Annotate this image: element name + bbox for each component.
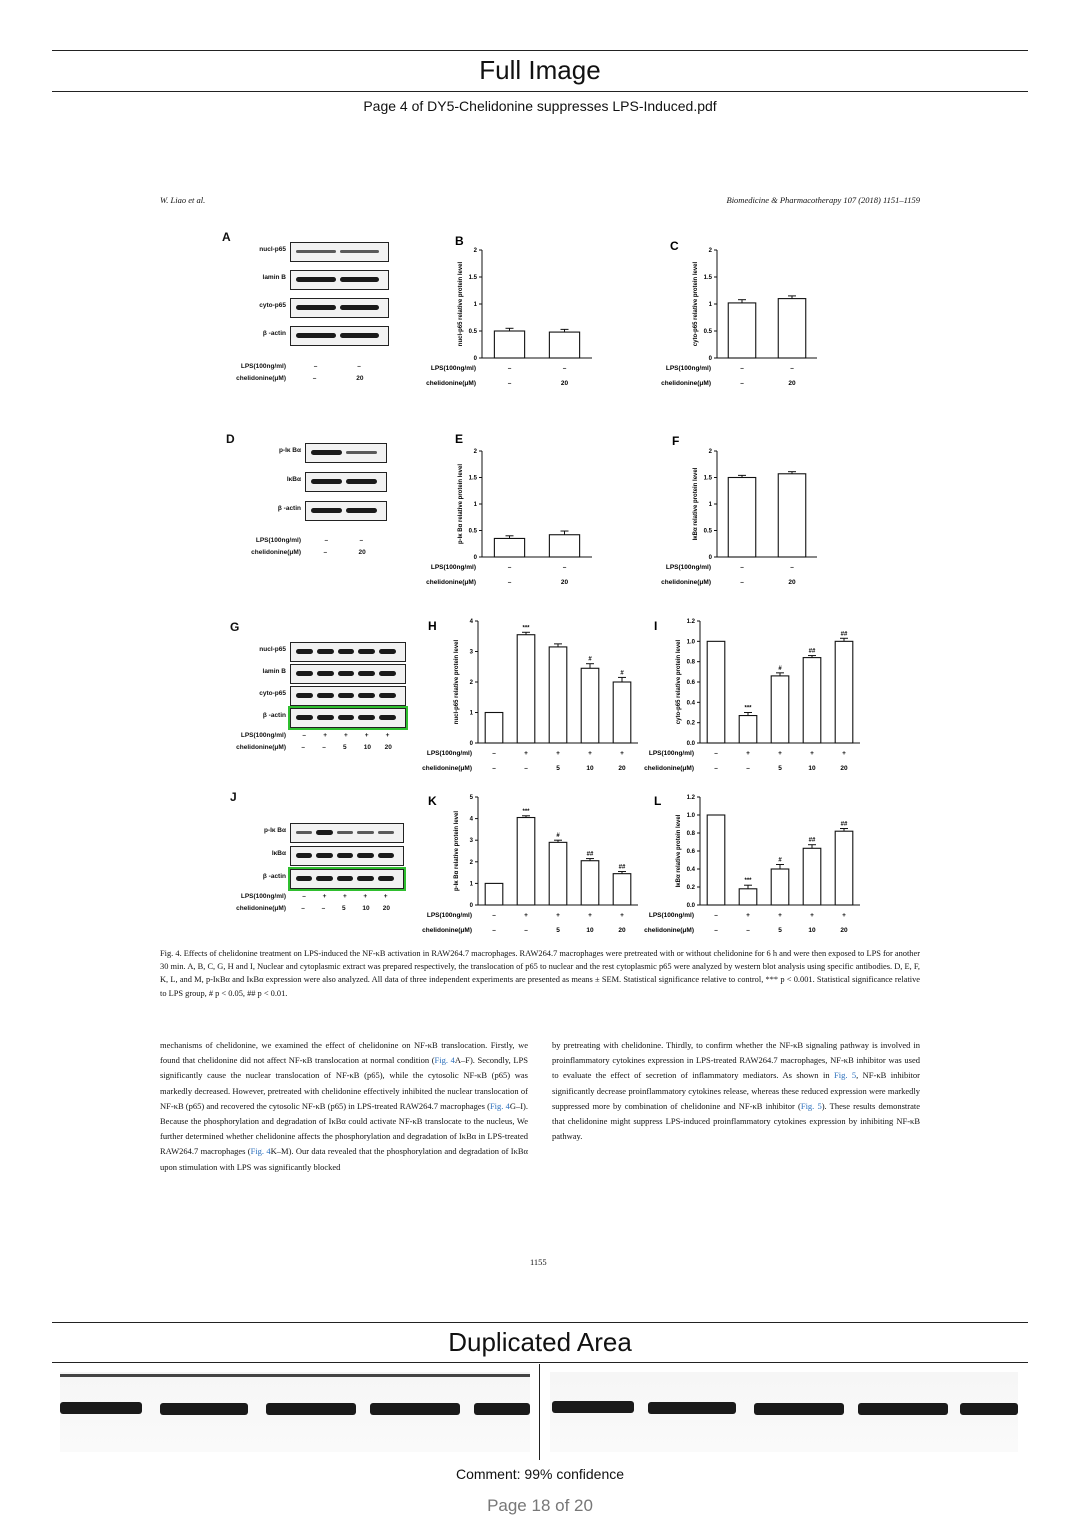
figure-link[interactable]: Fig. 4 bbox=[434, 1055, 455, 1066]
y-tick-label: 0.0 bbox=[686, 741, 695, 747]
lps-label: LPS(100ng/ml) bbox=[648, 912, 694, 919]
body-text: K–M). Our data revealed that the phosphorylation and degradation of IκBα upon stimulation with LPS was significantly blocked bbox=[160, 1146, 528, 1172]
blot-row-label: IκBα bbox=[286, 476, 301, 483]
blot-row-label: IκBα bbox=[271, 850, 286, 857]
figure-link[interactable]: Fig. 4 bbox=[250, 1146, 271, 1157]
y-tick-label: 0.2 bbox=[686, 720, 695, 727]
lps-value: – bbox=[302, 893, 306, 900]
lps-label: LPS(100ng/ml) bbox=[426, 750, 472, 757]
y-axis-label: IκBα relative protein level bbox=[693, 467, 699, 541]
y-axis-label: p-Iκ Bα relative protein level bbox=[458, 463, 464, 545]
chelidonine-value: 20 bbox=[788, 579, 796, 586]
blot-row-label: nucl-p65 bbox=[259, 646, 286, 653]
bar bbox=[494, 538, 524, 557]
bar bbox=[494, 331, 524, 358]
bar bbox=[771, 676, 789, 743]
y-tick-label: 1.0 bbox=[686, 813, 695, 819]
blot-band bbox=[370, 1403, 460, 1415]
bar bbox=[707, 815, 725, 905]
significance-marker: # bbox=[778, 857, 782, 864]
chelidonine-value: 10 bbox=[362, 905, 370, 912]
crop-border-line bbox=[60, 1374, 530, 1377]
lps-value: + bbox=[383, 893, 388, 900]
blot-band bbox=[266, 1403, 356, 1415]
chelidonine-value: 20 bbox=[618, 765, 626, 772]
bar bbox=[778, 299, 806, 358]
body-column-right bbox=[552, 1038, 920, 1144]
lps-value: + bbox=[842, 750, 846, 757]
chelidonine-value: – bbox=[323, 549, 328, 556]
lps-value: + bbox=[778, 750, 782, 757]
bar bbox=[728, 478, 756, 558]
y-tick-label: 0 bbox=[473, 356, 477, 362]
significance-marker: # bbox=[556, 833, 560, 840]
figure-caption: Fig. 4. Effects of chelidonine treatment on LPS-induced the NF-κB activation in RAW264.7 macrophages. RAW264.7 macrophages were pretreated with or without chelidonine for 6 h and were then exposed to LPS for another 30 min. A, B, C, G, H and I, Nuclear and cytoplasmic extract was prepared respectively, the translocation of p65 to nuclear and the rest cytoplasmic p65 were analyzed by western blot analysis using specific antibodies. D, E, F, K, L, and M, p-IκBα and IκBα expression were also analyzed. All data of three independent experiments are presented as means ± SEM. Statistical significance relative to control, *** p < 0.001. Statistical significance relative to LPS group, # p < 0.05, ## p < 0.01. bbox=[160, 949, 920, 998]
chelidonine-label: chelidonine(μM) bbox=[236, 375, 286, 382]
bar bbox=[517, 818, 535, 905]
dup-title-rule bbox=[52, 1362, 1028, 1363]
chelidonine-label: chelidonine(μM) bbox=[644, 927, 694, 934]
blot-band bbox=[160, 1403, 248, 1415]
lps-value: + bbox=[588, 912, 592, 919]
chelidonine-value: 5 bbox=[778, 765, 782, 772]
chelidonine-label: chelidonine(μM) bbox=[422, 927, 472, 934]
bar bbox=[581, 861, 599, 905]
significance-marker: # bbox=[620, 670, 624, 677]
significance-marker: *** bbox=[744, 878, 752, 885]
y-tick-label: 0 bbox=[708, 356, 712, 362]
chelidonine-value: – bbox=[492, 927, 496, 934]
lps-label: LPS(100ng/ml) bbox=[240, 363, 286, 370]
chelidonine-value: 10 bbox=[808, 765, 816, 772]
chelidonine-value: 5 bbox=[343, 744, 347, 751]
full-image-title: Full Image bbox=[479, 55, 601, 85]
y-axis-label: nucl-p65 relative protein level bbox=[454, 639, 460, 725]
significance-marker: *** bbox=[522, 808, 530, 815]
chelidonine-value: 10 bbox=[586, 927, 594, 934]
lps-value: + bbox=[343, 893, 347, 900]
document-subtitle: Page 4 of DY5-Chelidonine suppresses LPS-Induced.pdf bbox=[363, 98, 717, 114]
chelidonine-value: – bbox=[524, 927, 528, 934]
chart-panel-label: F bbox=[672, 434, 680, 448]
lps-value: – bbox=[740, 564, 744, 571]
chelidonine-value: – bbox=[740, 579, 744, 586]
significance-marker: *** bbox=[744, 705, 752, 712]
blot-band bbox=[648, 1402, 736, 1414]
bar bbox=[835, 641, 853, 743]
y-tick-label: 2 bbox=[473, 248, 477, 254]
body-text: , NF-κB inhibitor significantly decrease proinflammatory cytokines release, whereas these reduced expression were markedly suppressed more by combination of chelidonine and NF-κB inhibitor ( bbox=[552, 1070, 921, 1111]
chelidonine-value: 20 bbox=[618, 927, 626, 934]
chelidonine-value: 5 bbox=[778, 927, 782, 934]
y-tick-label: 0.2 bbox=[686, 885, 695, 891]
chelidonine-value: – bbox=[714, 927, 718, 934]
panel-label-j: J bbox=[230, 790, 237, 804]
running-head-right: Biomedicine & Pharmacotherapy 107 (2018) 1151–1159 bbox=[726, 195, 920, 205]
lps-value: + bbox=[556, 750, 560, 757]
confidence-comment: Comment: 99% confidence bbox=[455, 1466, 625, 1482]
lps-value: + bbox=[556, 912, 560, 919]
significance-marker: ## bbox=[840, 821, 848, 828]
blot-row-label: lamin B bbox=[262, 668, 286, 675]
blot-band bbox=[60, 1402, 142, 1414]
bar bbox=[485, 713, 503, 744]
blot-row-label: lamin B bbox=[262, 274, 286, 281]
bar bbox=[613, 682, 631, 743]
chelidonine-value: – bbox=[321, 905, 326, 912]
y-tick-label: 0 bbox=[708, 555, 712, 561]
significance-marker: ## bbox=[808, 837, 816, 844]
y-axis-label: cyto-p65 relative protein level bbox=[693, 261, 699, 347]
y-tick-label: 1.0 bbox=[686, 639, 695, 646]
y-tick-label: 0.5 bbox=[468, 329, 477, 335]
lps-label: LPS(100ng/ml) bbox=[430, 564, 476, 571]
y-tick-label: 2 bbox=[469, 680, 473, 686]
lps-value: + bbox=[588, 750, 592, 757]
lps-value: – bbox=[324, 537, 329, 544]
chart-panel-label: L bbox=[654, 794, 662, 808]
lps-value: – bbox=[790, 365, 794, 372]
bar bbox=[549, 647, 567, 743]
chelidonine-value: 20 bbox=[382, 905, 391, 912]
blot-band bbox=[960, 1403, 1018, 1415]
chelidonine-value: 10 bbox=[586, 765, 594, 772]
y-axis-label: p-Iκ Bα relative protein level bbox=[454, 810, 460, 892]
blot-row-label: β -actin bbox=[262, 873, 286, 880]
lps-value: + bbox=[364, 732, 369, 739]
y-tick-label: 0.0 bbox=[686, 903, 695, 909]
lps-value: – bbox=[507, 365, 512, 372]
y-tick-label: 0.5 bbox=[703, 329, 712, 335]
chelidonine-value: – bbox=[312, 375, 317, 382]
chelidonine-value: 5 bbox=[556, 765, 560, 772]
duplicated-area-title: Duplicated Area bbox=[448, 1327, 632, 1357]
chelidonine-label: chelidonine(μM) bbox=[426, 579, 476, 586]
chelidonine-label: chelidonine(μM) bbox=[251, 549, 301, 556]
y-tick-label: 1 bbox=[469, 710, 473, 717]
y-tick-label: 1.2 bbox=[686, 619, 695, 625]
lps-value: + bbox=[746, 912, 750, 919]
bar bbox=[803, 848, 821, 905]
figure-link[interactable]: Fig. 4 bbox=[489, 1100, 510, 1111]
lps-value: – bbox=[714, 912, 718, 919]
significance-marker: ## bbox=[586, 851, 594, 858]
title-rule bbox=[52, 91, 1028, 92]
blot-band bbox=[754, 1403, 844, 1415]
chelidonine-value: – bbox=[740, 380, 744, 387]
chart-panel-label: I bbox=[654, 619, 658, 633]
bar bbox=[739, 716, 757, 743]
lps-value: + bbox=[842, 912, 846, 919]
chelidonine-label: chelidonine(μM) bbox=[236, 744, 286, 751]
body-text: by pretreating with chelidonine. Thirdly, to confirm whether the NF-κB signaling pathway is involved in proinflammatory cytokines expression in LPS-treated RAW264.7 macrophages, NF-κB inhibitor was used to evaluate the effect of secretion of inflammatory mediators. As shown in bbox=[552, 1040, 920, 1081]
chart-panel-label: K bbox=[428, 794, 437, 808]
panel-label-a: A bbox=[222, 230, 231, 244]
lps-value: + bbox=[620, 750, 624, 757]
significance-marker: ## bbox=[840, 631, 848, 638]
lps-label: LPS(100ng/ml) bbox=[255, 537, 301, 544]
blot-row-label: nucl-p65 bbox=[259, 246, 286, 253]
bar bbox=[613, 874, 631, 905]
chelidonine-value: – bbox=[492, 765, 496, 772]
body-text: mechanisms of chelidonine, we examined the effect of chelidonine on NF-κB translocation. Firstly, we found that chelidonine did not affect NF-κB translocation at normal condition ( bbox=[160, 1040, 528, 1066]
bar bbox=[549, 842, 567, 905]
bar bbox=[485, 883, 503, 905]
bar-charts bbox=[160, 195, 920, 945]
dup-top-rule bbox=[52, 1322, 1028, 1323]
lps-value: + bbox=[810, 750, 814, 757]
chelidonine-label: chelidonine(μM) bbox=[661, 579, 711, 586]
chelidonine-value: 20 bbox=[840, 765, 848, 772]
lps-value: + bbox=[746, 750, 750, 757]
bar bbox=[835, 831, 853, 905]
significance-marker: ## bbox=[808, 648, 816, 655]
y-tick-label: 1.5 bbox=[703, 275, 712, 281]
blot-row-label: cyto-p65 bbox=[259, 690, 286, 697]
lps-value: + bbox=[810, 912, 814, 919]
blot-row-label: β -actin bbox=[262, 712, 286, 719]
y-axis-label: nucl-p65 relative protein level bbox=[458, 261, 464, 347]
blot-row-label: β -actin bbox=[277, 505, 301, 512]
blot-row-label: p-Iκ Bα bbox=[263, 827, 286, 834]
lps-value: + bbox=[524, 750, 528, 757]
lps-label: LPS(100ng/ml) bbox=[665, 365, 711, 372]
lps-value: – bbox=[492, 750, 496, 757]
blot-row-label: cyto-p65 bbox=[259, 302, 286, 309]
duplicate-crop-left bbox=[60, 1372, 530, 1452]
y-tick-label: 3 bbox=[469, 838, 473, 845]
y-tick-label: 2 bbox=[708, 449, 712, 455]
dup-divider bbox=[539, 1364, 540, 1460]
chelidonine-value: – bbox=[301, 744, 306, 751]
bar bbox=[517, 635, 535, 743]
chart-panel-label: C bbox=[670, 239, 679, 253]
chelidonine-value: 20 bbox=[356, 375, 364, 382]
figure-link[interactable]: Fig. 5 bbox=[833, 1070, 857, 1081]
bar bbox=[771, 869, 789, 905]
blot-row-label: p-Iκ Bα bbox=[278, 447, 301, 454]
chelidonine-value: – bbox=[301, 905, 305, 912]
y-tick-label: 0 bbox=[469, 741, 473, 747]
lps-label: LPS(100ng/ml) bbox=[426, 912, 472, 919]
lps-value: + bbox=[620, 912, 624, 919]
body-text: ). These results demonstrate that chelidonine might suppress LPS-induced proinflammatory cytokines expression by inhibiting NF-κB pathway. bbox=[552, 1100, 920, 1142]
chelidonine-label: chelidonine(μM) bbox=[422, 765, 472, 772]
y-tick-label: 1 bbox=[708, 302, 712, 308]
chelidonine-value: – bbox=[746, 927, 750, 934]
y-tick-label: 0.8 bbox=[686, 831, 695, 837]
y-tick-label: 2 bbox=[473, 449, 477, 455]
duplicate-crop-right bbox=[550, 1372, 1018, 1452]
lps-label: LPS(100ng/ml) bbox=[240, 732, 286, 739]
y-tick-label: 0.4 bbox=[686, 700, 695, 707]
blot-row-label: β -actin bbox=[262, 330, 286, 337]
chelidonine-value: – bbox=[714, 765, 718, 772]
chelidonine-value: 20 bbox=[788, 380, 796, 387]
y-tick-label: 0.5 bbox=[468, 528, 477, 535]
y-tick-label: 0 bbox=[469, 903, 473, 909]
y-axis-label: IκBα relative protein level bbox=[676, 814, 682, 888]
chart-panel-label: B bbox=[455, 234, 464, 248]
chelidonine-label: chelidonine(μM) bbox=[426, 380, 476, 387]
lps-value: – bbox=[562, 365, 567, 372]
y-tick-label: 1.5 bbox=[703, 475, 712, 482]
blot-band bbox=[552, 1401, 634, 1413]
y-tick-label: 1.2 bbox=[686, 795, 695, 801]
body-text: G–I). Because the phosphorylation and degradation of IκBα could activate NF-κB translocate to the nucleus, We further determined whether chelidonine affects the phosphorylation and degradation of IκBα in LPS-treated RAW264.7 macrophages ( bbox=[160, 1100, 529, 1157]
chelidonine-label: chelidonine(μM) bbox=[644, 765, 694, 772]
lps-label: LPS(100ng/ml) bbox=[665, 564, 711, 571]
paper-page-number: 1155 bbox=[530, 1257, 547, 1267]
chelidonine-value: – bbox=[507, 380, 512, 387]
panel-label-g: G bbox=[230, 620, 240, 634]
lps-value: – bbox=[740, 365, 744, 372]
chelidonine-value: 20 bbox=[384, 744, 392, 751]
bar bbox=[803, 658, 821, 743]
y-tick-label: 1.5 bbox=[468, 475, 477, 482]
y-tick-label: 0.5 bbox=[703, 528, 712, 535]
y-tick-label: 0.8 bbox=[686, 659, 695, 666]
y-tick-label: 1 bbox=[473, 302, 477, 308]
y-tick-label: 1 bbox=[469, 881, 473, 888]
lps-value: – bbox=[562, 564, 567, 571]
chelidonine-value: – bbox=[507, 579, 512, 586]
bar bbox=[728, 303, 756, 358]
chelidonine-value: – bbox=[322, 744, 326, 751]
lps-value: – bbox=[302, 732, 307, 739]
bar bbox=[707, 641, 725, 743]
y-tick-label: 0.6 bbox=[686, 849, 695, 855]
lps-value: + bbox=[323, 732, 327, 739]
lps-value: + bbox=[322, 893, 327, 900]
lps-value: – bbox=[313, 363, 318, 370]
blot-band bbox=[474, 1403, 530, 1415]
y-tick-label: 1 bbox=[708, 502, 712, 508]
chelidonine-value: 5 bbox=[556, 927, 560, 934]
chelidonine-value: 10 bbox=[808, 927, 816, 934]
lps-label: LPS(100ng/ml) bbox=[648, 750, 694, 757]
page-indicator: Page 18 of 20 bbox=[487, 1496, 593, 1515]
chart-panel-label: H bbox=[428, 619, 437, 633]
panel-label-d: D bbox=[226, 432, 235, 446]
significance-marker: *** bbox=[522, 625, 530, 632]
lps-value: – bbox=[357, 363, 361, 370]
lps-value: – bbox=[492, 912, 496, 919]
chelidonine-value: 20 bbox=[560, 579, 569, 586]
y-tick-label: 5 bbox=[469, 795, 473, 801]
y-axis-label: cyto-p65 relative protein level bbox=[676, 639, 682, 725]
chart-panel-label: E bbox=[455, 432, 464, 446]
chelidonine-value: 5 bbox=[342, 905, 346, 912]
figure-link[interactable]: Fig. 5 bbox=[800, 1100, 822, 1111]
bar bbox=[549, 535, 579, 557]
lps-value: + bbox=[344, 732, 348, 739]
significance-marker: ## bbox=[618, 864, 626, 871]
lps-label: LPS(100ng/ml) bbox=[240, 893, 286, 900]
y-tick-label: 0.4 bbox=[686, 867, 695, 873]
bar bbox=[778, 474, 806, 557]
top-rule bbox=[52, 50, 1028, 51]
y-tick-label: 4 bbox=[469, 619, 473, 625]
lps-value: – bbox=[359, 537, 364, 544]
lps-value: – bbox=[507, 564, 512, 571]
chelidonine-label: chelidonine(μM) bbox=[236, 905, 286, 912]
lps-label: LPS(100ng/ml) bbox=[430, 365, 476, 372]
y-tick-label: 0 bbox=[473, 555, 477, 561]
bar bbox=[581, 668, 599, 743]
lps-value: + bbox=[363, 893, 368, 900]
y-tick-label: 1 bbox=[473, 502, 477, 508]
bar bbox=[739, 889, 757, 905]
lps-value: – bbox=[790, 564, 794, 571]
chelidonine-value: 20 bbox=[358, 549, 366, 556]
lps-value: + bbox=[385, 732, 390, 739]
body-text: A–F). Secondly, LPS significantly cause the nuclear translocation of NF-κB (p65), while the cytosolic NF-κB (p65) was markedly decreased. However, pretreated with chelidonine effectively inhibited the nuclear translocation of NF-κB (p65) and recovered the cytosolic NF-κB (p65) in LPS-treated RAW264.7 macrophages ( bbox=[160, 1055, 528, 1111]
blot-band bbox=[858, 1403, 948, 1415]
y-tick-label: 2 bbox=[469, 859, 473, 866]
chelidonine-value: – bbox=[746, 765, 750, 772]
lps-value: + bbox=[778, 912, 782, 919]
lps-value: – bbox=[714, 750, 718, 757]
chelidonine-value: 10 bbox=[363, 744, 372, 751]
lps-value: + bbox=[524, 912, 528, 919]
y-tick-label: 4 bbox=[469, 816, 473, 823]
y-tick-label: 2 bbox=[708, 248, 712, 254]
running-head-left: W. Liao et al. bbox=[160, 195, 206, 205]
chelidonine-value: 20 bbox=[560, 380, 569, 387]
body-column-left bbox=[160, 1038, 528, 1175]
y-tick-label: 0.6 bbox=[686, 680, 695, 686]
significance-marker: # bbox=[588, 656, 592, 663]
y-tick-label: 1.5 bbox=[468, 275, 477, 281]
chelidonine-value: – bbox=[524, 765, 528, 772]
y-tick-label: 3 bbox=[469, 649, 473, 656]
bar bbox=[549, 332, 579, 358]
chelidonine-value: 20 bbox=[840, 927, 848, 934]
significance-marker: # bbox=[778, 665, 782, 672]
chelidonine-label: chelidonine(μM) bbox=[661, 380, 711, 387]
